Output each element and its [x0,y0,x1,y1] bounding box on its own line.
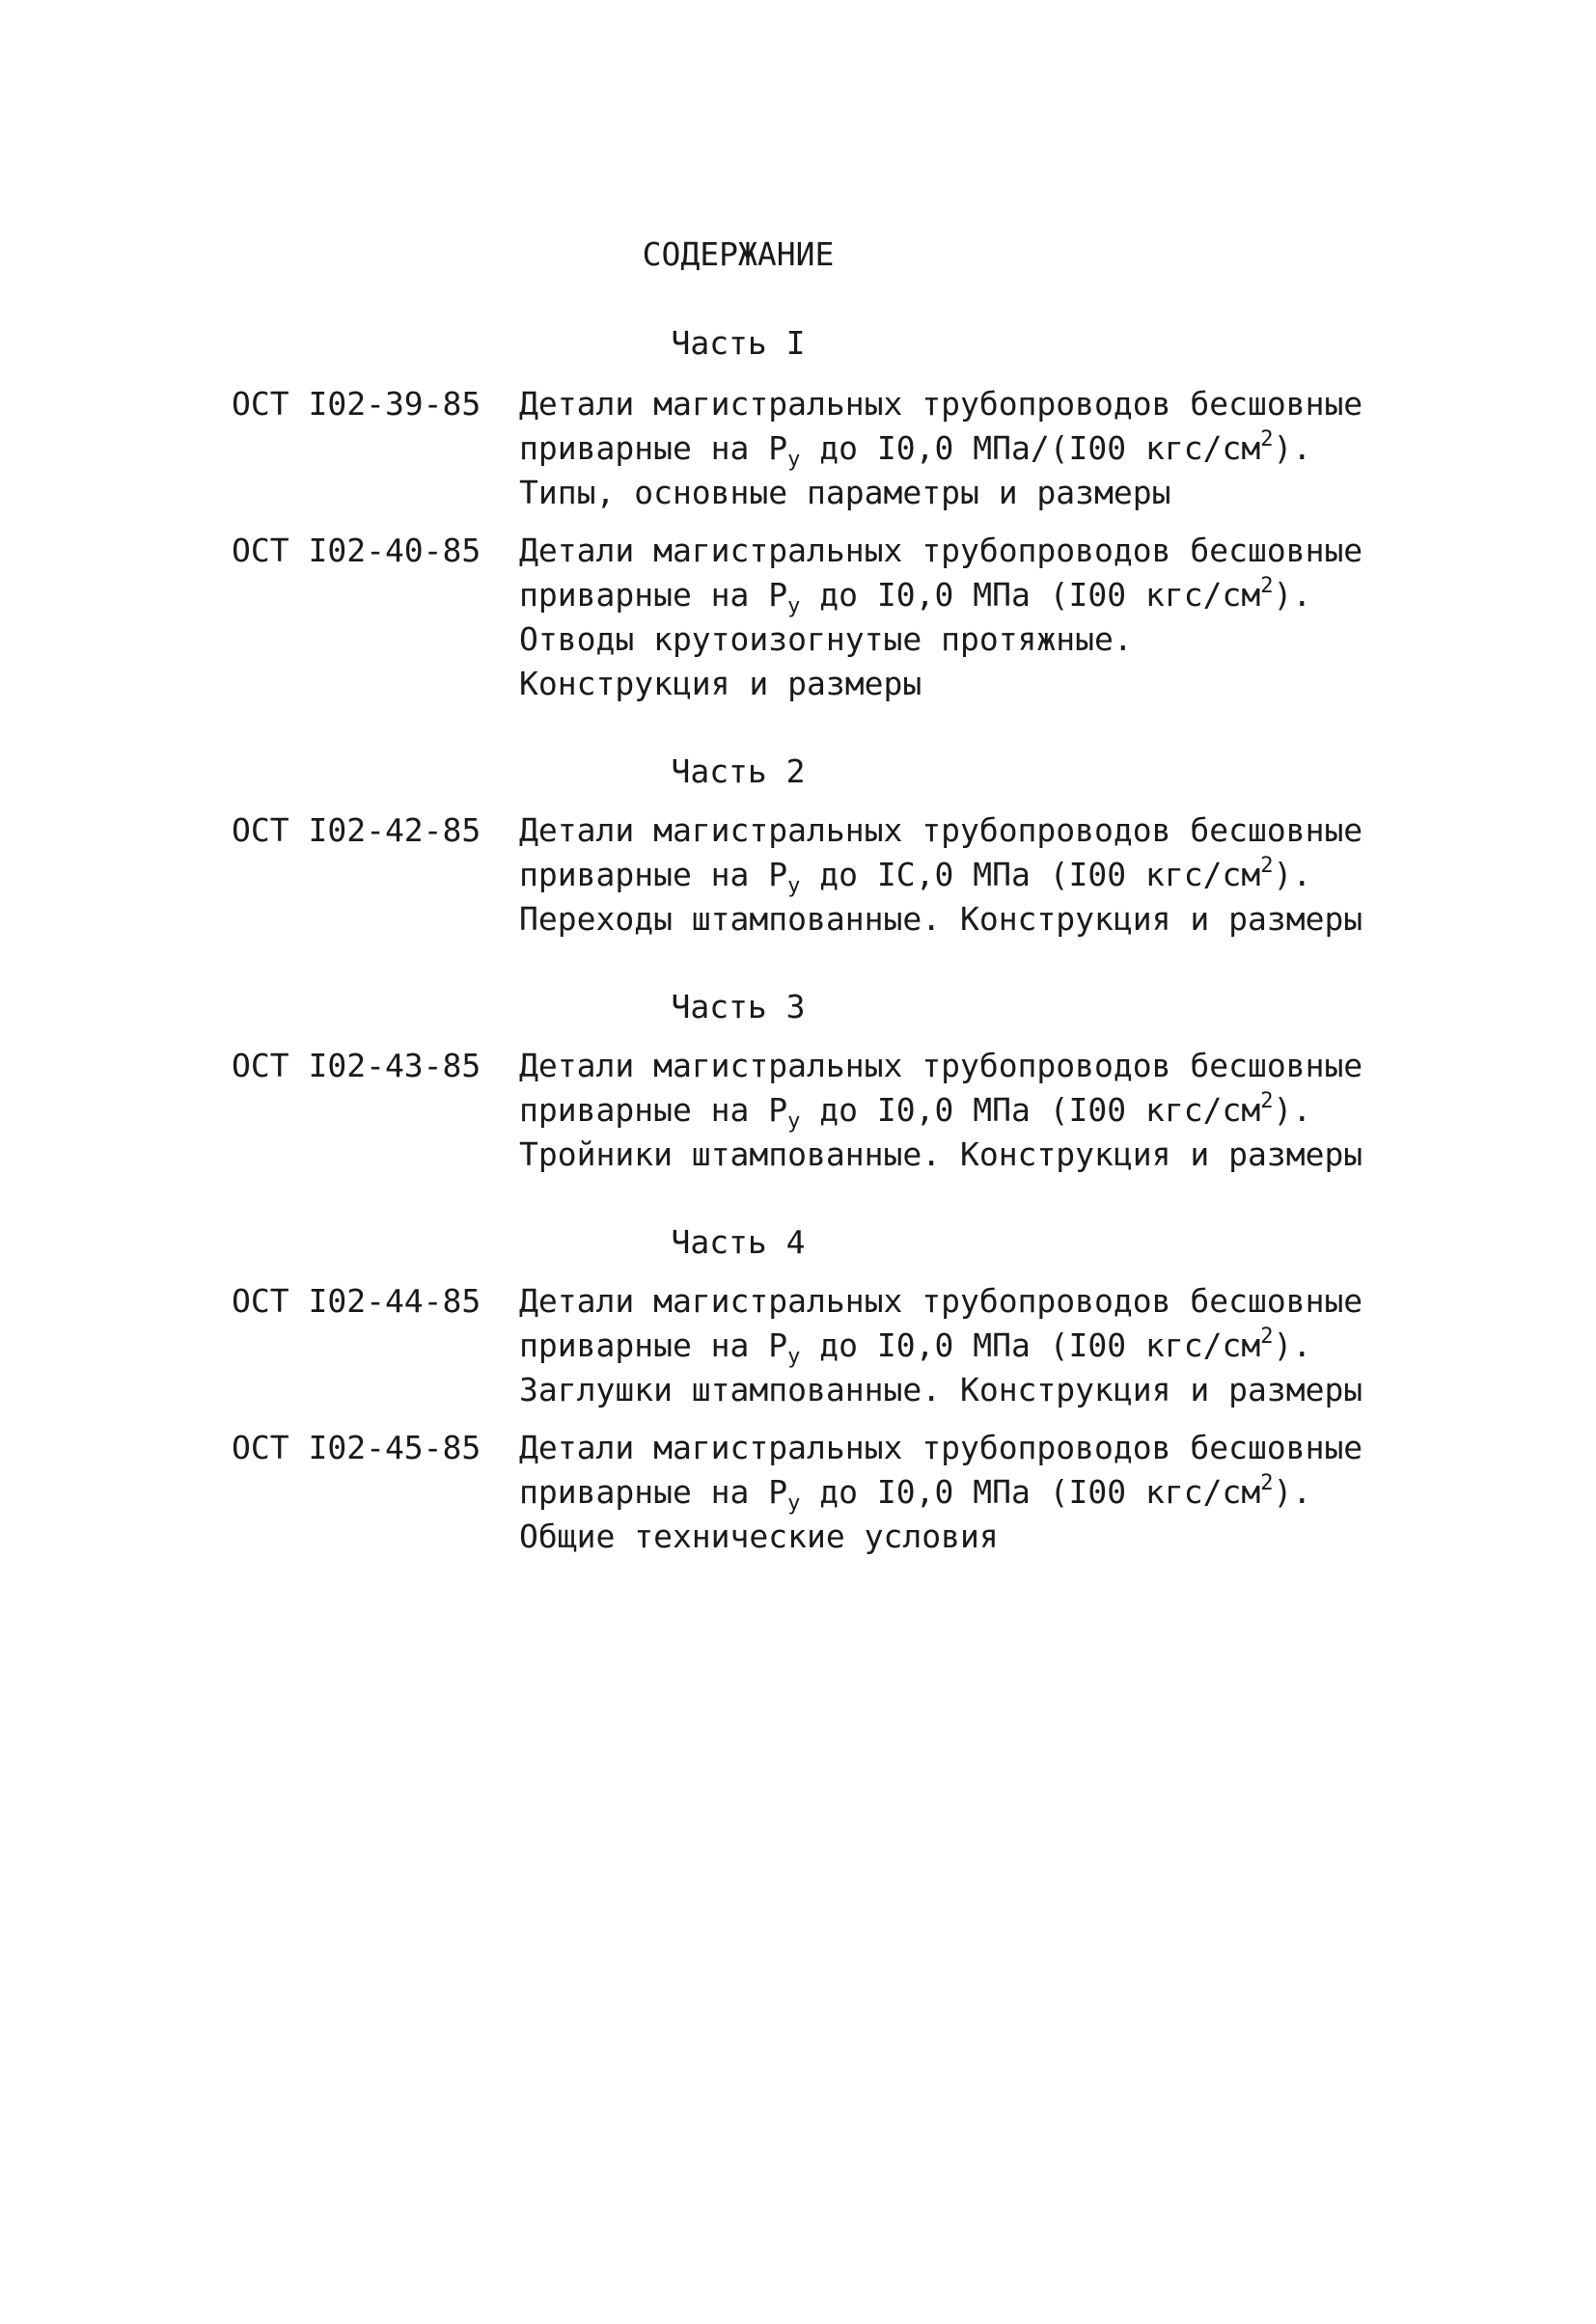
subscript: у [787,1491,801,1516]
text-fragment: приварные на P [519,856,788,893]
description-line [519,1470,1378,1515]
subscript: у [787,1345,801,1369]
text-fragment: ). [1273,1326,1312,1364]
text-fragment: ). [1273,1091,1312,1129]
subscript: у [787,874,801,898]
superscript: 2 [1260,427,1274,451]
description-line [519,853,1378,897]
subscript: у [787,1109,801,1134]
text-fragment: приварные на P [519,1473,788,1511]
description-line: Детали магистральных трубопроводов бесшовные [519,385,1363,423]
description-line [519,1324,1378,1368]
part-heading-3: Часть 3 [671,988,806,1025]
subscript: у [787,594,801,618]
description-line: Тройники штампованные. Конструкция и размеры [519,1135,1363,1173]
text-fragment: приварные на P [519,1091,788,1129]
superscript: 2 [1260,854,1274,878]
entry-description [519,1044,1378,1177]
standard-code: ОСТ I02-44-85 [232,1282,482,1320]
description-line: Отводы крутоизогнутые протяжные. [519,620,1133,658]
description-line: Детали магистральных трубопроводов бесшовные [519,1429,1363,1466]
description-line [519,1088,1378,1133]
superscript: 2 [1260,1471,1274,1495]
entry-description [519,529,1378,706]
text-fragment: приварные на P [519,1326,788,1364]
text-fragment: ). [1273,429,1312,467]
text-fragment: приварные на P [519,429,788,467]
part-heading-2: Часть 2 [671,752,806,790]
entry-description [519,1426,1378,1559]
standard-code: ОСТ I02-43-85 [232,1047,482,1084]
description-line: Переходы штампованные. Конструкция и размеры [519,900,1363,938]
entry-description [519,382,1378,515]
text-fragment: до I0,0 МПа (I00 кгс/см [800,1326,1261,1364]
part-heading-4: Часть 4 [671,1223,806,1261]
description-line: Конструкция и размеры [519,665,922,702]
superscript: 2 [1260,1089,1274,1113]
text-fragment: до I0,0 МПа (I00 кгс/см [800,1473,1261,1511]
text-fragment: до IC,0 МПа (I00 кгс/см [800,856,1261,893]
superscript: 2 [1260,1325,1274,1349]
text-fragment: ). [1273,576,1312,614]
standard-code: ОСТ I02-42-85 [232,811,482,849]
text-fragment: до I0,0 МПа/(I00 кгс/см [800,429,1261,467]
entry-description [519,808,1378,942]
entry-description [519,1279,1378,1412]
text-fragment: ). [1273,1473,1312,1511]
text-fragment: до I0,0 МПа (I00 кгс/см [800,576,1261,614]
text-fragment: приварные на P [519,576,788,614]
description-line: Детали магистральных трубопроводов бесшовные [519,532,1363,569]
standard-code: ОСТ I02-45-85 [232,1429,482,1466]
description-line: Типы, основные параметры и размеры [519,474,1171,511]
text-fragment: ). [1273,856,1312,893]
description-line: Заглушки штампованные. Конструкция и размеры [519,1371,1363,1408]
description-line [519,426,1378,471]
description-line [519,573,1378,617]
description-line: Детали магистральных трубопроводов бесшовные [519,1282,1363,1320]
description-line: Детали магистральных трубопроводов бесшовные [519,1047,1363,1084]
subscript: у [787,448,801,472]
standard-code: ОСТ I02-39-85 [232,385,482,423]
standard-code: ОСТ I02-40-85 [232,532,482,569]
document-title: СОДЕРЖАНИЕ [642,235,835,273]
text-fragment: до I0,0 МПа (I00 кгс/см [800,1091,1261,1129]
description-line: Общие технические условия [519,1517,999,1555]
part-heading-1: Часть I [671,324,806,362]
superscript: 2 [1260,574,1274,598]
description-line: Детали магистральных трубопроводов бесшовные [519,811,1363,849]
